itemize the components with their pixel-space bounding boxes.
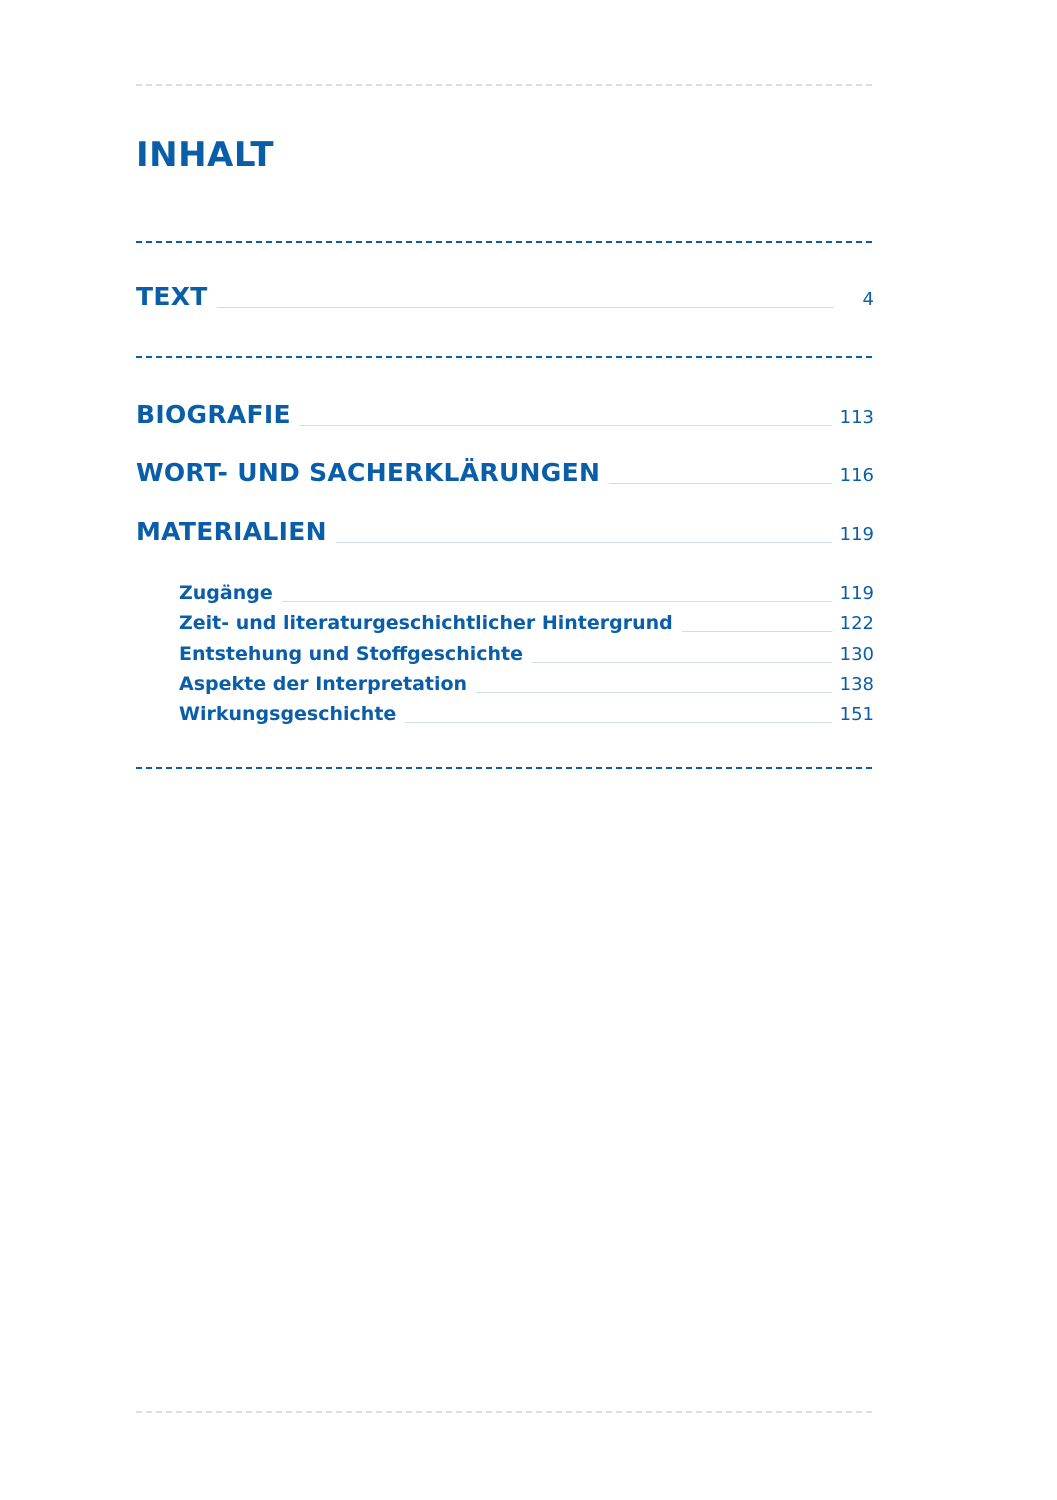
page-title: INHALT (136, 135, 275, 175)
toc-leader-line (282, 601, 832, 602)
toc-subentry-zugaenge[interactable] (179, 582, 874, 604)
toc-entry-text[interactable] (136, 282, 874, 311)
top-divider (136, 84, 872, 86)
toc-page-number: 116 (839, 465, 874, 486)
toc-subentry-label: Aspekte der Interpretation (179, 673, 468, 695)
section-divider (136, 356, 872, 358)
toc-subentry-label: Zugänge (179, 582, 273, 604)
toc-subentry-label: Wirkungsgeschichte (179, 703, 397, 725)
toc-leader-line (609, 483, 831, 484)
toc-subentry-label: Entstehung und Stoffgeschichte (179, 643, 523, 665)
toc-page-number: 138 (839, 674, 874, 695)
toc-subentry-entstehung[interactable] (179, 643, 874, 665)
toc-page-number: 151 (839, 704, 874, 725)
toc-subentry-zeit-und-literaturgeschichte[interactable] (179, 612, 874, 634)
toc-entry-materialien[interactable] (136, 517, 874, 546)
toc-entry-label: MATERIALIEN (136, 517, 327, 546)
toc-leader-line (300, 425, 832, 426)
toc-page-number: 113 (839, 407, 874, 428)
toc-subentry-wirkungsgeschichte[interactable] (179, 703, 874, 725)
section-divider (136, 241, 872, 243)
toc-page-number: 122 (839, 613, 874, 634)
toc-leader-line (682, 631, 832, 632)
toc-leader-line (336, 542, 832, 543)
toc-entry-biografie[interactable] (136, 400, 874, 429)
toc-entry-label: WORT- UND SACHERKLÄRUNGEN (136, 458, 601, 487)
toc-page-number: 119 (839, 524, 874, 545)
toc-subentry-interpretation[interactable] (179, 673, 874, 695)
toc-leader-line (405, 722, 831, 723)
toc-page-number: 119 (839, 583, 874, 604)
toc-entry-label: TEXT (136, 282, 208, 311)
toc-page-number: 130 (839, 644, 874, 665)
toc-page-number: 4 (862, 289, 874, 310)
toc-entry-wort-und-sacherklaerungen[interactable] (136, 458, 874, 487)
toc-leader-line (532, 662, 832, 663)
section-divider (136, 767, 872, 769)
bottom-divider (136, 1411, 872, 1413)
toc-subentry-label: Zeit- und literaturgeschichtlicher Hintergrund (179, 612, 673, 634)
toc-entry-label: BIOGRAFIE (136, 400, 291, 429)
toc-leader-line (476, 692, 832, 693)
toc-leader-line (217, 307, 834, 308)
